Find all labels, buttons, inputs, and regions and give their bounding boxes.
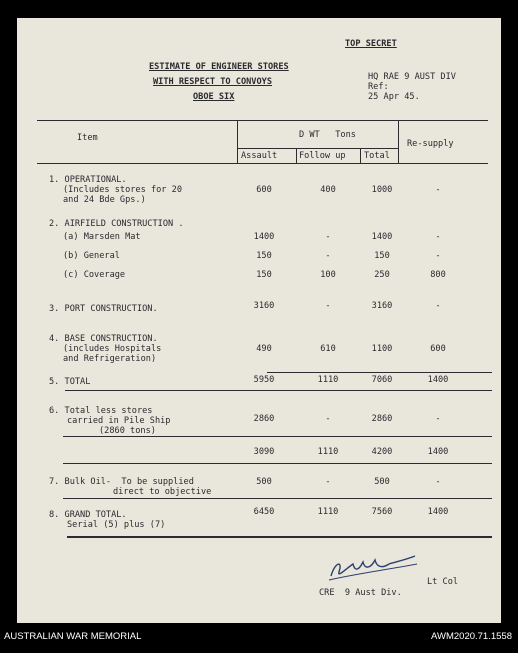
cell-assault: 6450	[253, 507, 275, 517]
col-header-assault: Assault	[241, 151, 278, 161]
row-label: (b) General	[63, 251, 120, 261]
cell-assault: 150	[256, 251, 272, 261]
row-label: 2. AIRFIELD CONSTRUCTION .	[49, 219, 184, 229]
col-header-follow: Follow up	[299, 151, 346, 161]
cell-follow: 400	[320, 185, 336, 195]
col-divider	[360, 148, 361, 163]
cell-follow: -	[325, 477, 331, 487]
row-label: 4. BASE CONSTRUCTION.	[49, 334, 158, 344]
signatory-rank: Lt Col	[427, 577, 459, 587]
hq-label: HQ RAE 9 AUST DIV	[368, 72, 456, 82]
cell-resupply: -	[435, 251, 441, 261]
subtotal-rule	[267, 372, 492, 373]
total-rule	[65, 390, 492, 391]
cell-assault: 1400	[253, 232, 275, 242]
row-sublabel: and Refrigeration)	[63, 354, 157, 364]
cell-follow: -	[325, 232, 331, 242]
archive-id: AWM2020.71.1558	[431, 631, 512, 642]
row-label: 7. Bulk Oil- To be supplied	[49, 477, 194, 487]
cell-resupply: 1400	[427, 375, 449, 385]
document-page	[17, 18, 501, 623]
cell-resupply: 1400	[427, 507, 449, 517]
cell-follow: 1110	[317, 375, 339, 385]
classification-label: TOP SECRET	[345, 39, 397, 49]
bulk-oil-rule	[63, 498, 492, 499]
cell-total: 7560	[371, 507, 393, 517]
row-label: (c) Coverage	[63, 270, 126, 280]
col-header-dwt: D WT Tons	[299, 130, 356, 140]
cell-resupply: -	[435, 477, 441, 487]
cell-follow: -	[325, 414, 331, 424]
title-line-3: OBOE SIX	[193, 92, 235, 102]
row-sublabel: (Includes stores for 20	[63, 185, 182, 195]
cell-total: 150	[374, 251, 390, 261]
cell-resupply: -	[435, 232, 441, 242]
cell-total: 500	[374, 477, 390, 487]
signatory-title: CRE 9 Aust Div.	[319, 588, 402, 598]
cell-assault: 3090	[253, 447, 275, 457]
archive-credit: AUSTRALIAN WAR MEMORIAL	[4, 631, 142, 642]
row-sublabel: direct to objective	[113, 487, 212, 497]
row-sublabel: (includes Hospitals	[63, 344, 162, 354]
row-sublabel: (2860 tons)	[99, 426, 156, 436]
cell-follow: 610	[320, 344, 336, 354]
row-label: 1. OPERATIONAL.	[49, 175, 127, 185]
cell-total: 250	[374, 270, 390, 280]
subheader-rule	[237, 148, 398, 149]
col-header-item: Item	[77, 133, 98, 143]
title-line-2: WITH RESPECT TO CONVOYS	[153, 77, 272, 87]
cell-assault: 3160	[253, 301, 275, 311]
cell-resupply: -	[435, 301, 441, 311]
col-divider	[296, 148, 297, 163]
cell-assault: 500	[256, 477, 272, 487]
cell-resupply: 600	[430, 344, 446, 354]
net-bottom-rule	[63, 463, 492, 464]
cell-follow: 1110	[317, 447, 339, 457]
row-label: 6. Total less stores	[49, 406, 153, 416]
cell-resupply: -	[435, 414, 441, 424]
col-header-resupply: Re-supply	[407, 139, 454, 149]
net-rule	[63, 436, 492, 437]
cell-total: 1400	[371, 232, 393, 242]
cell-total: 1000	[371, 185, 393, 195]
row-sublabel: and 24 Bde Gps.)	[63, 195, 146, 205]
cell-follow: 100	[320, 270, 336, 280]
cell-assault: 5950	[253, 375, 275, 385]
table-top-rule	[37, 120, 488, 121]
cell-assault: 150	[256, 270, 272, 280]
cell-total: 4200	[371, 447, 393, 457]
cell-assault: 600	[256, 185, 272, 195]
cell-total: 1100	[371, 344, 393, 354]
cell-resupply: 1400	[427, 447, 449, 457]
cell-follow: 1110	[317, 507, 339, 517]
cell-total: 2860	[371, 414, 393, 424]
row-sublabel: carried in Pile Ship	[67, 416, 171, 426]
row-sublabel: Serial (5) plus (7)	[67, 520, 166, 530]
signature-mark	[325, 552, 421, 584]
cell-assault: 490	[256, 344, 272, 354]
cell-resupply: 800	[430, 270, 446, 280]
title-line-1: ESTIMATE OF ENGINEER STORES	[149, 62, 289, 72]
date-label: 25 Apr 45.	[368, 92, 420, 102]
grand-total-rule	[67, 536, 492, 538]
row-label: 3. PORT CONSTRUCTION.	[49, 304, 158, 314]
cell-follow: -	[325, 251, 331, 261]
col-header-total: Total	[364, 151, 390, 161]
cell-assault: 2860	[253, 414, 275, 424]
row-label: (a) Marsden Mat	[63, 232, 141, 242]
ref-label: Ref:	[368, 82, 389, 92]
row-label: 8. GRAND TOTAL.	[49, 510, 127, 520]
cell-follow: -	[325, 301, 331, 311]
header-bottom-rule	[37, 163, 488, 164]
cell-total: 7060	[371, 375, 393, 385]
col-divider	[237, 121, 238, 163]
cell-resupply: -	[435, 185, 441, 195]
col-divider	[398, 121, 399, 163]
cell-total: 3160	[371, 301, 393, 311]
row-label: 5. TOTAL	[49, 377, 91, 387]
